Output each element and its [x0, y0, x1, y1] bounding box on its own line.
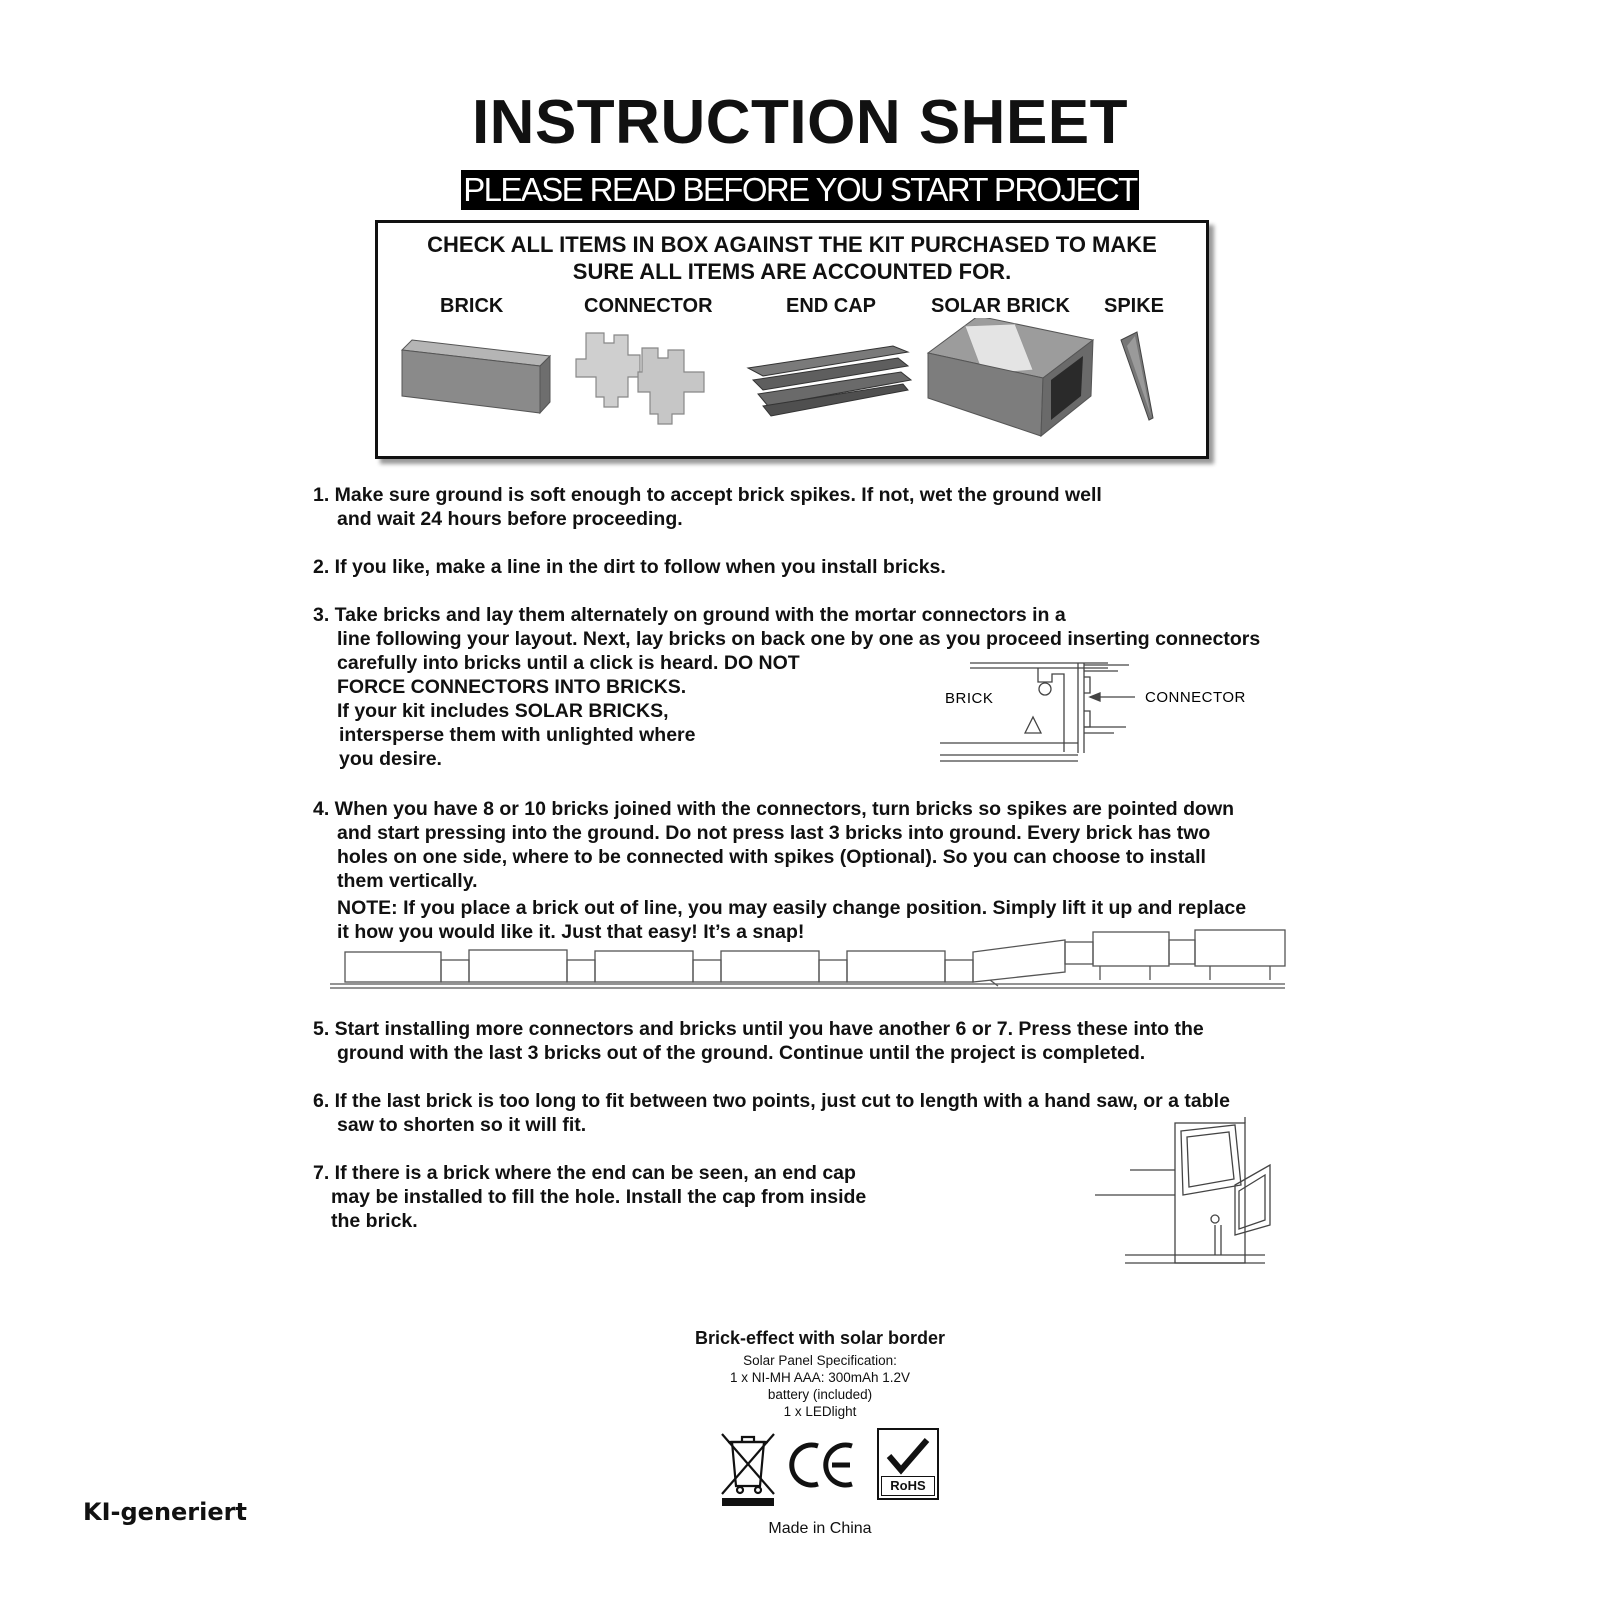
step-3-line-2: line following your layout. Next, lay bricks on back one by one as you proceed inserting connectors — [337, 628, 1261, 650]
step-3-line-6: intersperse them with unlighted where — [339, 724, 696, 746]
step-1-line-2: and wait 24 hours before proceeding. — [337, 508, 683, 530]
item-label-solar-brick: SOLAR BRICK — [931, 295, 1070, 317]
kit-contents-box — [375, 220, 1209, 459]
step-7 — [313, 1161, 866, 1233]
connector-diagram — [930, 655, 1260, 775]
kit-heading-line-2: SURE ALL ITEMS ARE ACCOUNTED FOR. — [572, 259, 1012, 284]
diagram-label-brick: BRICK — [945, 690, 994, 707]
solar-brick-icon — [923, 318, 1098, 448]
made-in-label: Made in China — [768, 1520, 872, 1537]
step-3-line-3: carefully into bricks until a click is heard. DO NOT — [337, 652, 800, 674]
spec-line-1: Solar Panel Specification: — [743, 1353, 897, 1368]
step-6-line-1: 6. If the last brick is too long to fit between two points, just cut to length with a hand saw, or a table — [313, 1090, 1230, 1112]
step-4-line-3: holes on one side, where to be connected with spikes (Optional). So you can choose to install — [337, 846, 1206, 868]
rohs-mark — [877, 1428, 939, 1500]
connector-icon — [568, 318, 728, 428]
step-3-line-5: If your kit includes SOLAR BRICKS, — [337, 700, 669, 722]
step-4-note-line-2: it how you would like it. Just that easy! It’s a snap! — [337, 921, 805, 943]
step-6-line-2: saw to shorten so it will fit. — [337, 1114, 587, 1136]
step-3-line-1: 3. Take bricks and lay them alternately on ground with the mortar connectors in a — [313, 604, 1066, 626]
diagram-label-connector: CONNECTOR — [1145, 689, 1246, 706]
step-4-line-1: 4. When you have 8 or 10 bricks joined with the connectors, turn bricks so spikes are pointed down — [313, 798, 1235, 820]
step-4-note-line-1: NOTE: If you place a brick out of line, you may easily change position. Simply lift it up and replace — [337, 897, 1247, 919]
brick-icon — [390, 318, 555, 418]
step-2 — [313, 555, 946, 579]
item-label-spike: SPIKE — [1104, 295, 1165, 317]
step-5 — [313, 1017, 1204, 1065]
spike-icon — [1113, 318, 1163, 428]
page-title: INSTRUCTION SHEET — [471, 88, 1129, 157]
rohs-label: RoHS — [881, 1476, 935, 1496]
kit-heading-line-1: CHECK ALL ITEMS IN BOX AGAINST THE KIT PURCHASED TO MAKE — [427, 232, 1157, 257]
step-5-line-1: 5. Start installing more connectors and bricks until you have another 6 or 7. Press these into the — [313, 1018, 1204, 1040]
step-4-line-4: them vertically. — [337, 870, 478, 892]
step-3-line-4: FORCE CONNECTORS INTO BRICKS. — [337, 676, 687, 698]
ai-generated-note: KI-generiert — [83, 1498, 247, 1526]
step-1-line-1: 1. Make sure ground is soft enough to accept brick spikes. If not, wet the ground well — [313, 484, 1102, 506]
step-1 — [313, 483, 1102, 531]
ce-mark-icon — [788, 1440, 858, 1490]
step-4-line-2: and start pressing into the ground. Do not press last 3 bricks into ground. Every brick has two — [337, 822, 1211, 844]
kit-contents-heading — [378, 231, 1206, 285]
item-label-brick: BRICK — [440, 295, 504, 317]
step-7-line-2: may be installed to fill the hole. Install the cap from inside — [331, 1186, 867, 1208]
subtitle-text: PLEASE READ BEFORE YOU START PROJECT — [463, 171, 1137, 208]
spec-line-3: battery (included) — [767, 1387, 873, 1402]
step-2-line-1: 2. If you like, make a line in the dirt to follow when you install bricks. — [313, 556, 946, 578]
spec-line-4: 1 x LEDlight — [783, 1404, 857, 1419]
spec-line-2: 1 x NI-MH AAA: 300mAh 1.2V — [729, 1370, 911, 1385]
brick-row-illustration — [330, 920, 1290, 992]
checkmark-icon — [879, 1432, 937, 1478]
end-cap-diagram — [1095, 1115, 1285, 1275]
item-label-end-cap: END CAP — [786, 295, 877, 317]
product-name: Brick-effect with solar border — [694, 1328, 946, 1348]
step-6 — [313, 1089, 1230, 1137]
subtitle-banner — [0, 170, 1600, 210]
weee-bin-icon — [718, 1428, 778, 1506]
step-7-line-3: the brick. — [331, 1210, 418, 1232]
step-7-line-1: 7. If there is a brick where the end can be seen, an end cap — [313, 1162, 856, 1184]
end-cap-icon — [743, 318, 913, 428]
step-3-line-7: you desire. — [339, 748, 442, 770]
step-5-line-2: ground with the last 3 bricks out of the ground. Continue until the project is completed. — [337, 1042, 1146, 1064]
item-label-connector: CONNECTOR — [584, 295, 713, 317]
